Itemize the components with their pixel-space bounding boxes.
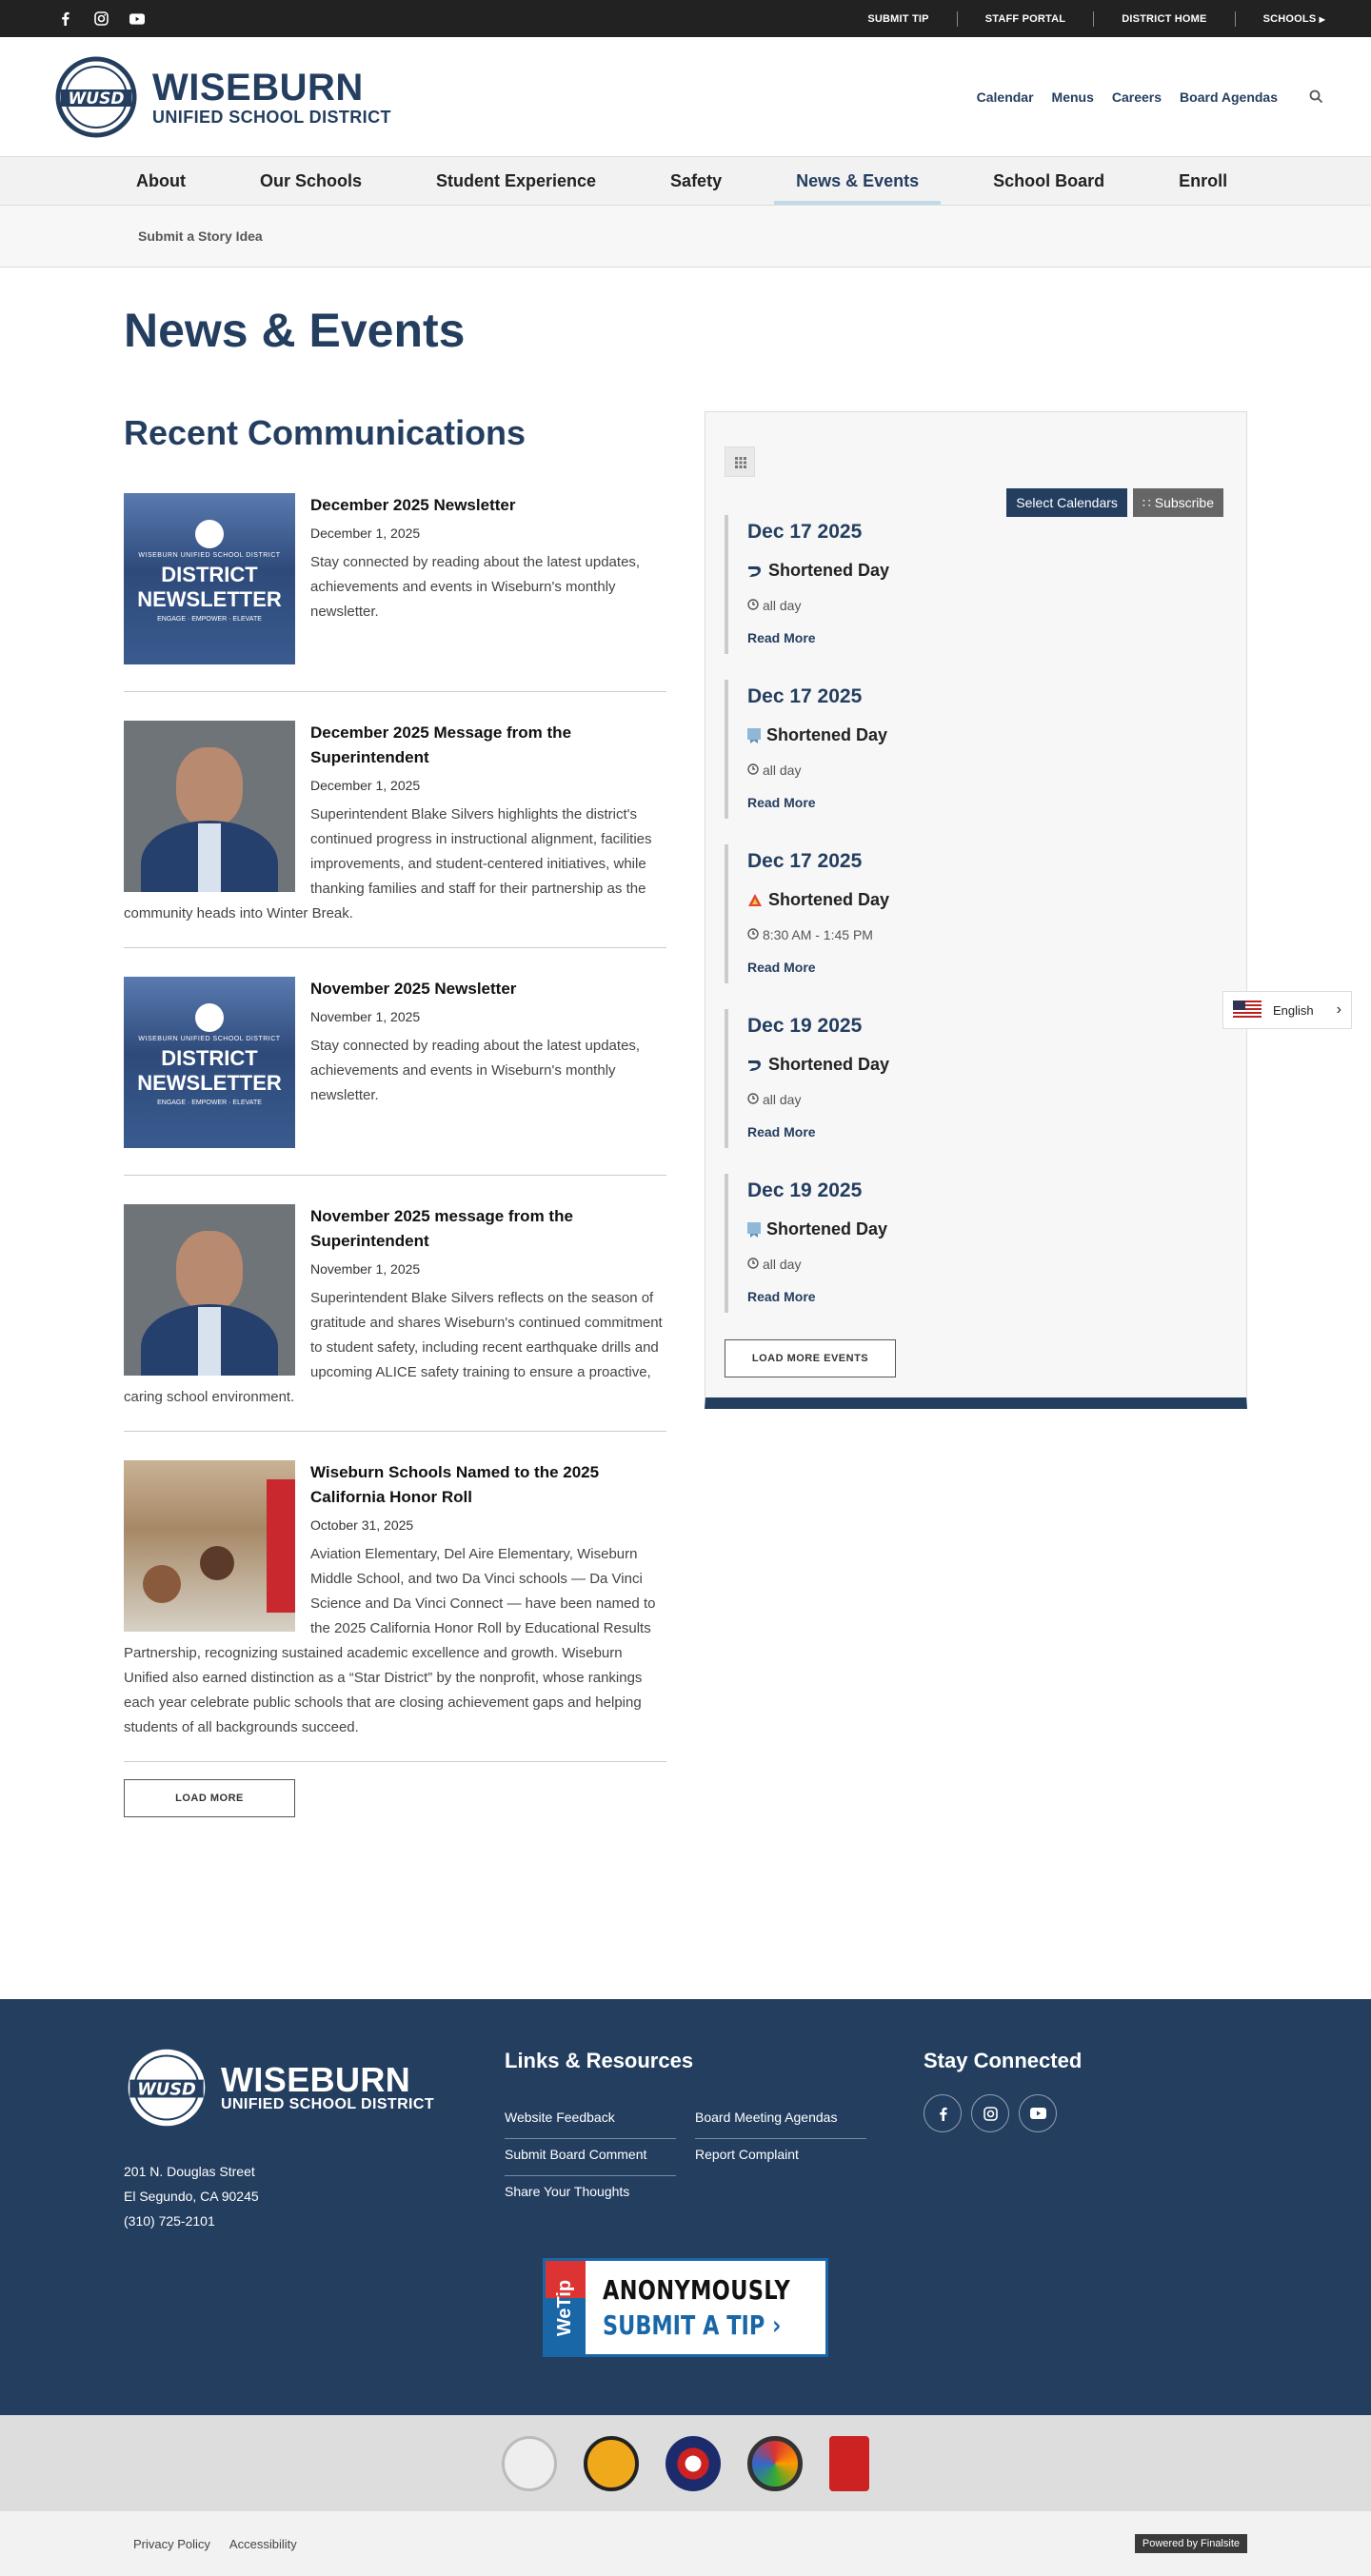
- district-logo[interactable]: [55, 56, 391, 138]
- nav-school-board[interactable]: School Board: [993, 171, 1105, 190]
- thumb-small-text: WISEBURN UNIFIED SCHOOL DISTRICT: [138, 552, 281, 559]
- award-color-seal-icon[interactable]: [747, 2436, 803, 2491]
- instagram-icon[interactable]: [93, 11, 109, 27]
- footer-district-subtitle: UNIFIED SCHOOL DISTRICT: [221, 2096, 435, 2112]
- schools-label: SCHOOLS: [1262, 12, 1317, 25]
- accessibility-link[interactable]: Accessibility: [228, 2536, 297, 2551]
- district-subtitle: UNIFIED SCHOOL DISTRICT: [152, 107, 391, 127]
- instagram-icon[interactable]: [971, 2094, 1009, 2132]
- submit-board-comment-link[interactable]: Submit Board Comment: [505, 2139, 676, 2176]
- us-flag-icon: [1233, 1001, 1262, 1020]
- news-item: [124, 1204, 666, 1432]
- page-title: News & Events: [124, 304, 466, 357]
- main-nav: [0, 156, 1371, 206]
- grid-icon: [725, 447, 756, 478]
- da-vinci-icon: [747, 565, 763, 578]
- award-flag-seal-icon[interactable]: [666, 2436, 721, 2491]
- nav-student-experience[interactable]: Student Experience: [436, 171, 597, 190]
- privacy-policy-link[interactable]: Privacy Policy: [133, 2536, 210, 2551]
- seal-icon: [195, 520, 224, 548]
- calendar-widget: [705, 411, 1247, 1409]
- sub-nav: [0, 206, 1371, 268]
- event-date: Dec 19 2025: [747, 1015, 863, 1037]
- view-toggle[interactable]: [725, 446, 755, 477]
- clock-icon: [747, 1257, 759, 1272]
- youtube-icon[interactable]: [129, 11, 145, 27]
- nav-about[interactable]: About: [136, 171, 186, 190]
- board-agendas-link[interactable]: Board Agendas: [1180, 89, 1278, 105]
- district-home-link[interactable]: DISTRICT HOME: [1122, 12, 1207, 25]
- wusd-seal-icon: [124, 2045, 209, 2130]
- event-time: all day: [763, 598, 802, 613]
- news-title[interactable]: November 2025 Newsletter: [310, 980, 517, 998]
- svg-text:WUSD: WUSD: [137, 2079, 196, 2100]
- district-name: WISEBURN: [152, 66, 364, 109]
- footer-logo[interactable]: [124, 2045, 434, 2130]
- select-calendars-button[interactable]: Select Calendars: [1006, 488, 1127, 517]
- superintendent-photo[interactable]: [124, 721, 295, 892]
- staff-portal-link[interactable]: STAFF PORTAL: [984, 12, 1066, 25]
- event-title[interactable]: Shortened Day: [768, 890, 890, 909]
- submit-story-link[interactable]: Submit a Story Idea: [138, 228, 263, 244]
- language-label: English: [1273, 1002, 1314, 1018]
- read-more-link[interactable]: Read More: [747, 1124, 816, 1139]
- thumb-small-text: WISEBURN UNIFIED SCHOOL DISTRICT: [138, 1036, 281, 1042]
- event-item: [725, 1009, 1227, 1148]
- board-meeting-agendas-link[interactable]: Board Meeting Agendas: [695, 2102, 866, 2139]
- wetip-line2: [603, 2309, 790, 2341]
- site-header: [0, 37, 1371, 156]
- news-summary: Superintendent Blake Silvers highlights the district's continued progress in instructional alignment, facilities improvements, and student-centered initiatives, while thanking families and staff for their partnership as the community heads into Winter Break.: [124, 806, 652, 921]
- menus-link[interactable]: Menus: [1051, 89, 1094, 105]
- event-title[interactable]: Shortened Day: [768, 561, 890, 580]
- read-more-link[interactable]: Read More: [747, 960, 816, 975]
- phone-number[interactable]: (310) 725-2101: [124, 2213, 215, 2229]
- read-more-link[interactable]: Read More: [747, 795, 816, 810]
- thumb-line2: NEWSLETTER: [137, 587, 282, 611]
- news-date: November 1, 2025: [310, 1261, 421, 1277]
- clock-icon: [747, 927, 759, 942]
- nav-enroll[interactable]: Enroll: [1179, 171, 1228, 190]
- footer-links: [505, 2102, 866, 2213]
- event-date: Dec 19 2025: [747, 1179, 863, 1201]
- wusd-seal-icon: [55, 56, 137, 138]
- chevron-right-icon: ›: [1336, 1001, 1341, 1018]
- search-icon[interactable]: [1309, 89, 1323, 104]
- honor-roll-badge-icon[interactable]: [829, 2436, 869, 2491]
- powered-by-badge[interactable]: Powered by Finalsite: [1135, 2534, 1247, 2553]
- wetip-side: [546, 2261, 586, 2354]
- event-title[interactable]: Shortened Day: [766, 725, 888, 744]
- footer: [0, 1999, 1371, 2415]
- event-time: all day: [763, 763, 802, 778]
- news-item: [124, 493, 666, 692]
- load-more-button[interactable]: LOAD MORE: [124, 1779, 295, 1817]
- read-more-link[interactable]: Read More: [747, 1289, 816, 1304]
- language-selector[interactable]: [1222, 991, 1352, 1029]
- youtube-icon[interactable]: [1019, 2094, 1057, 2132]
- clock-icon: [747, 598, 759, 613]
- clock-icon: [747, 763, 759, 778]
- schools-dropdown[interactable]: [1236, 13, 1325, 25]
- facebook-icon[interactable]: [924, 2094, 962, 2132]
- caret-right-icon: ▶: [1319, 14, 1325, 24]
- thumb-line1: DISTRICT: [161, 563, 258, 586]
- wetip-logo-text: WeTip: [554, 2279, 576, 2336]
- thumb-tagline: ENGAGE · EMPOWER · ELEVATE: [157, 1100, 262, 1106]
- wetip-line2-text: SUBMIT A TIP: [603, 2309, 765, 2341]
- utility-nav: [977, 89, 1323, 105]
- award-seal-icon[interactable]: [584, 2436, 639, 2491]
- news-title[interactable]: Wiseburn Schools Named to the 2025 California Honor Roll: [310, 1463, 600, 1506]
- news-item: [124, 1460, 666, 1762]
- website-feedback-link[interactable]: Website Feedback: [505, 2102, 676, 2139]
- section-title: Recent Communications: [124, 413, 527, 452]
- footer-address: [124, 2159, 259, 2233]
- top-links: [840, 11, 1325, 27]
- news-item: [124, 721, 666, 948]
- newsletter-thumbnail[interactable]: [124, 977, 295, 1148]
- chevron-right-icon: ›: [772, 2309, 782, 2341]
- subscribe-label: Subscribe: [1154, 494, 1214, 510]
- classroom-photo[interactable]: [124, 1460, 295, 1632]
- news-title[interactable]: December 2025 Newsletter: [310, 496, 516, 514]
- news-title[interactable]: November 2025 message from the Superintendent: [310, 1207, 573, 1250]
- facebook-icon[interactable]: [57, 11, 72, 27]
- event-title[interactable]: Shortened Day: [766, 1219, 888, 1238]
- load-more-events-button[interactable]: LOAD MORE EVENTS: [725, 1339, 896, 1377]
- news-item: [124, 977, 666, 1176]
- stay-connected-title: Stay Connected: [924, 2049, 1083, 2072]
- subscribe-button[interactable]: [1133, 488, 1223, 517]
- top-bar: [0, 0, 1371, 37]
- award-badges: [0, 2415, 1371, 2511]
- address-city: El Segundo, CA 90245: [124, 2189, 259, 2204]
- news-date: December 1, 2025: [310, 525, 421, 541]
- footer-district-name: WISEBURN: [221, 2060, 411, 2099]
- calendar-actions: [1006, 488, 1223, 517]
- careers-link[interactable]: Careers: [1111, 89, 1162, 105]
- news-date: November 1, 2025: [310, 1009, 421, 1024]
- clock-icon: [747, 1092, 759, 1107]
- news-title[interactable]: December 2025 Message from the Superintendent: [310, 723, 572, 766]
- wetip-line1: ANONYMOUSLY: [603, 2274, 791, 2306]
- superintendent-photo[interactable]: [124, 1204, 295, 1376]
- thumb-tagline: ENGAGE · EMPOWER · ELEVATE: [157, 616, 262, 623]
- rss-icon: ∷: [1142, 494, 1151, 510]
- news-date: December 1, 2025: [310, 778, 421, 793]
- news-summary: Stay connected by reading about the latest updates, achievements and events in Wiseburn's monthly newsletter.: [310, 554, 641, 620]
- flag-icon: [747, 728, 761, 743]
- bottom-bar: [0, 2511, 1371, 2576]
- news-date: October 31, 2025: [310, 1517, 414, 1533]
- newsletter-thumbnail[interactable]: [124, 493, 295, 664]
- report-complaint-link[interactable]: Report Complaint: [695, 2147, 799, 2162]
- flag-icon: [747, 1222, 761, 1238]
- news-summary: Superintendent Blake Silvers reflects on the season of gratitude and shares Wiseburn's continued commitment to student safety, including recent earthquake drills and upcoming ALICE safety training to ensure a proactive, caring school environment.: [124, 1290, 663, 1405]
- event-item: [725, 680, 1227, 819]
- submit-tip-link[interactable]: SUBMIT TIP: [867, 12, 929, 25]
- thumb-line2: NEWSLETTER: [137, 1071, 282, 1095]
- event-date: Dec 17 2025: [747, 521, 863, 543]
- calendar-link[interactable]: Calendar: [976, 89, 1034, 105]
- award-ribbon-icon[interactable]: [502, 2436, 557, 2491]
- recent-communications: [124, 413, 666, 1817]
- nav-our-schools[interactable]: Our Schools: [259, 171, 362, 190]
- event-item: [725, 844, 1227, 983]
- nav-safety[interactable]: Safety: [670, 171, 723, 190]
- aviation-icon: [747, 893, 763, 908]
- event-title[interactable]: Shortened Day: [768, 1055, 890, 1074]
- svg-text:WUSD: WUSD: [68, 89, 125, 109]
- news-summary: Aviation Elementary, Del Aire Elementary, Wiseburn Middle School, and two Da Vinci schools — Da Vinci Science and Da Vinci Connect — have been named to the 2025 California Honor Roll by Educational Results Partnership, recognizing sustained academic excellence and growth. Wiseburn Unified also earned distinction as a “Star District” by the nonprofit, whose rankings each year celebrate public schools that are closing achievement gaps and helping students of all backgrounds succeed.: [124, 1546, 656, 1735]
- event-time: 8:30 AM - 1:45 PM: [763, 927, 873, 942]
- links-title: Links & Resources: [505, 2049, 694, 2072]
- event-date: Dec 17 2025: [747, 685, 863, 707]
- news-summary: Stay connected by reading about the latest updates, achievements and events in Wiseburn's monthly newsletter.: [310, 1038, 641, 1103]
- nav-news-events[interactable]: News & Events: [774, 157, 941, 205]
- event-time: all day: [763, 1092, 802, 1107]
- address-street: 201 N. Douglas Street: [124, 2164, 255, 2179]
- top-social-links: [57, 11, 145, 27]
- event-item: [725, 1174, 1227, 1313]
- event-time: all day: [763, 1257, 802, 1272]
- share-thoughts-link[interactable]: Share Your Thoughts: [505, 2184, 630, 2199]
- events-list: [725, 515, 1227, 1338]
- event-item: [725, 515, 1227, 654]
- news-list: [124, 493, 666, 1762]
- seal-icon: [195, 1003, 224, 1032]
- thumb-line1: DISTRICT: [161, 1046, 258, 1070]
- wetip-banner[interactable]: [543, 2258, 828, 2357]
- footer-social: [924, 2094, 1057, 2132]
- event-date: Dec 17 2025: [747, 850, 863, 872]
- da-vinci-icon: [747, 1059, 763, 1072]
- read-more-link[interactable]: Read More: [747, 630, 816, 645]
